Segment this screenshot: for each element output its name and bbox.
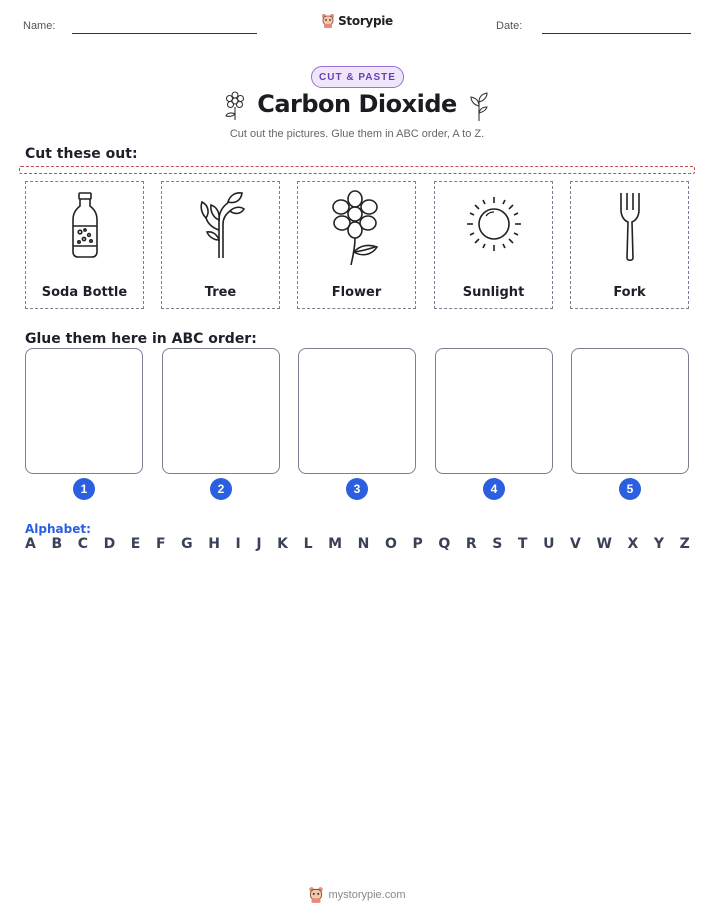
alphabet-letter: Q: [438, 536, 451, 552]
glue-number-badge: 5: [619, 478, 641, 500]
alphabet-letter: P: [412, 536, 423, 552]
cut-card-label: Tree: [204, 285, 237, 300]
glue-section-label: Glue them here in ABC order:: [25, 331, 257, 347]
glue-box-3[interactable]: [298, 348, 416, 474]
alphabet-letter: K: [277, 536, 289, 552]
glue-box-2[interactable]: [162, 348, 280, 474]
glue-box-4[interactable]: [435, 348, 553, 474]
alphabet-letter: B: [51, 536, 63, 552]
alphabet-letter: A: [25, 536, 36, 552]
alphabet-letter: W: [596, 536, 612, 552]
alphabet-letter: R: [465, 536, 477, 552]
sprout-doodle-icon: [467, 90, 491, 122]
cut-card-flower[interactable]: [297, 181, 416, 309]
cut-card-label: Soda Bottle: [41, 285, 128, 300]
cut-card-fork[interactable]: [570, 181, 689, 309]
glue-box-1[interactable]: [25, 348, 143, 474]
brand-logo: [0, 13, 714, 29]
name-label: Name:: [23, 20, 56, 32]
alphabet-letter: O: [384, 536, 397, 552]
alphabet-row: [25, 536, 690, 552]
brand-name: Storypie: [338, 14, 393, 28]
alphabet-letter: Y: [653, 536, 665, 552]
footer-site-link[interactable]: mystorypie.com: [328, 889, 406, 901]
glue-number-badge: 1: [73, 478, 95, 500]
sun-icon: [462, 192, 526, 256]
cut-card-label: Sunlight: [462, 285, 525, 300]
alphabet-letter: D: [103, 536, 116, 552]
alphabet-letter: X: [627, 536, 639, 552]
name-line[interactable]: [72, 33, 257, 34]
cut-card-tree[interactable]: [161, 181, 280, 309]
glue-box-5[interactable]: [571, 348, 689, 474]
fork-icon: [615, 190, 645, 264]
storypie-mascot-icon: [308, 886, 324, 904]
alphabet-letter: C: [77, 536, 88, 552]
storypie-mascot-icon: [321, 13, 335, 29]
alphabet-letter: H: [208, 536, 220, 552]
alphabet-letter: G: [181, 536, 193, 552]
worksheet-title: Carbon Dioxide: [257, 90, 457, 118]
cut-card-sunlight[interactable]: [434, 181, 553, 309]
alphabet-letter: J: [256, 536, 262, 552]
date-line[interactable]: [542, 33, 691, 34]
flower-icon: [327, 190, 387, 266]
worksheet-instructions: Cut out the pictures. Glue them in ABC order, A to Z.: [229, 128, 485, 140]
alphabet-letter: S: [492, 536, 503, 552]
worksheet-tag: CUT & PASTE: [311, 66, 404, 88]
alphabet-letter: E: [130, 536, 141, 552]
alphabet-letter: T: [517, 536, 528, 552]
alphabet-letter: L: [303, 536, 313, 552]
date-label: Date:: [496, 20, 523, 32]
alphabet-letter: Z: [679, 536, 690, 552]
soda-bottle-icon: [65, 190, 105, 260]
glue-number-badge: 4: [483, 478, 505, 500]
footer: [0, 886, 714, 904]
cut-card-label: Fork: [613, 285, 646, 300]
tree-sapling-icon: [196, 190, 246, 260]
alphabet-letter: N: [357, 536, 370, 552]
glue-number-badge: 3: [346, 478, 368, 500]
alphabet-letter: I: [235, 536, 241, 552]
cut-card-label: Flower: [331, 285, 382, 300]
alphabet-letter: U: [543, 536, 555, 552]
alphabet-letter: V: [570, 536, 581, 552]
cut-section-label: Cut these out:: [25, 146, 138, 162]
alphabet-letter: F: [155, 536, 166, 552]
cut-card-soda-bottle[interactable]: [25, 181, 144, 309]
cut-dashed-line: [19, 166, 695, 174]
alphabet-letter: M: [328, 536, 343, 552]
glue-number-badge: 2: [210, 478, 232, 500]
alphabet-label: Alphabet:: [25, 522, 91, 536]
